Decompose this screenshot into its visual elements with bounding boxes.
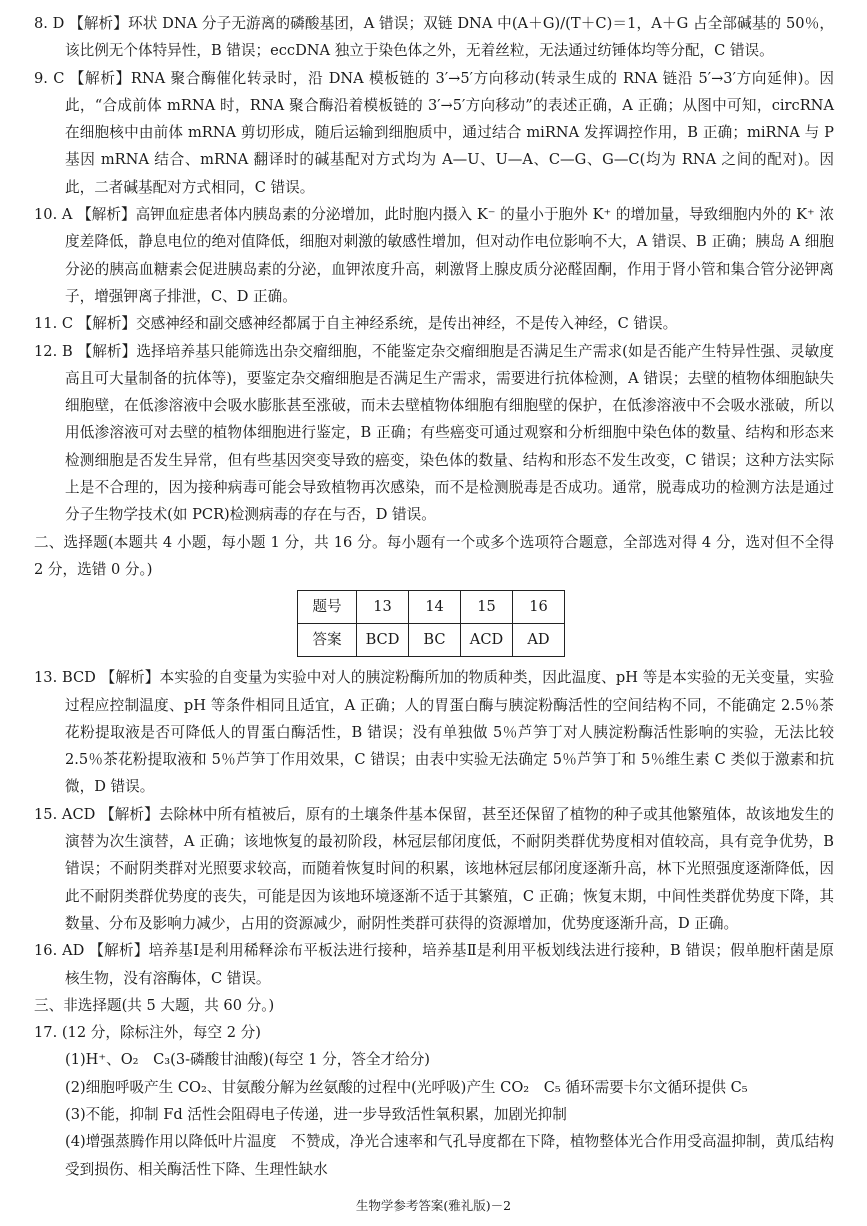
answer-q10: 10. A 【解析】高钾血症患者体内胰岛素的分泌增加，此时胞内摄入 K⁻ 的量小于胞外 K⁺ 的增加量，导致细胞内外的 K⁺ 浓度差降低，静息电位的绝对值降低，细胞对刺激的敏感性增加，但对动作电位影响不大，A 错误、B 正确；胰岛 A 细胞分泌的胰高血糖素会促进胰岛素的分泌，血钾浓度升高，刺激肾上腺皮质分泌醛固酮，作用于肾小管和集合管分泌钾离子，增强钾离子排泄，C、D 正确。 — [34, 206, 834, 305]
answer-q17-part3: (3)不能，抑制 Fd 活性会阻碍电子传递，进一步导致活性氧积累，加剧光抑制 — [65, 1105, 567, 1123]
answer-q16: 16. AD 【解析】培养基Ⅰ是利用稀释涂布平板法进行接种，培养基Ⅱ是利用平板划线法进行接种，B 错误；假单胞杆菌是原核生物，没有溶酶体，C 错误。 — [34, 942, 834, 987]
answer-q9: 9. C 【解析】RNA 聚合酶催化转录时，沿 DNA 模板链的 3′→5′方向移动(转录生成的 RNA 链沿 5′→3′方向延伸)。因此，“合成前体 mRNA 时，RNA 聚合酶沿着模板链的 3′→5′方向移动”的表述正确，A 正确；从图中可知，circRNA 在细胞核中由前体 mRNA 剪切形成，随后运输到细胞质中，通过结合 miRNA 发挥调控作用，B 正确；miRNA 与 P 基因 mRNA 结合、mRNA 翻译时的碱基配对方式均为 A—U、U—A、C—G、G—C(均为 RNA 之间的配对)。因此，二者碱基配对方式相同，C 错误。 — [34, 69, 834, 196]
table-cell: BCD — [357, 624, 409, 657]
answer-q15: 15. ACD 【解析】去除林中所有植被后，原有的土壤条件基本保留，甚至还保留了植物的种子或其他繁殖体，故该地发生的演替为次生演替，A 正确；该地恢复的最初阶段，林冠层郁闭度低，不耐阴类群优势度相对值较高，具有竞争优势，B 错误；不耐阴类群对光照要求较高，而随着恢复时间的积累，该地林冠层郁闭度逐渐升高，林下光照强度逐渐降低，因此不耐阴类群优势度的丧失，可能是因为该地环境逐渐不适于其繁殖，C 正确；恢复末期，中间性类群优势度下降，其数量、分布及影响力减少，占用的资源减少，耐阴性类群可获得的资源增加，优势度逐渐升高，D 正确。 — [34, 805, 834, 932]
answer-q12: 12. B 【解析】选择培养基只能筛选出杂交瘤细胞，不能鉴定杂交瘤细胞是否满足生产需求(如是否能产生特异性强、灵敏度高且可大量制备的抗体等)，要鉴定杂交瘤细胞是否满足生产需求，需要进行抗体检测，A 错误；去壁的植物体细胞缺失细胞壁，在低渗溶液中会吸水膨胀甚至涨破，而未去壁植物体细胞有细胞壁的保护，在低渗溶液中不会吸水涨破，所以用低渗溶液可对去壁的植物体细胞进行鉴定，B 正确；有些癌变可通过观察和分析细胞中染色体的数量、结构和形态来检测细胞是否发生异常，但有些基因突变导致的癌变，染色体的数量、结构和形态不发生改变，C 错误；这种方法实际上是不合理的，因为接种病毒可能会导致植物再次感染，而不是检测脱毒是否成功。通常，脱毒成功的检测方法是通过分子生物学技术(如 PCR)检测病毒的存在与否，D 错误。 — [34, 342, 834, 524]
answer-q17: 17. (12 分，除标注外，每空 2 分) — [34, 1024, 261, 1042]
answer-content — [34, 10, 834, 1183]
answer-q17-part2: (2)细胞呼吸产生 CO₂、甘氨酸分解为丝氨酸的过程中(光呼吸)产生 CO₂ C₅ 循环需要卡尔文循环提供 C₅ — [65, 1078, 748, 1096]
answer-q17-part1: (1)H⁺、O₂ C₃(3-磷酸甘油酸)(每空 1 分，答全才给分) — [65, 1051, 430, 1069]
table-cell: ACD — [461, 624, 513, 657]
page-footer: 生物学参考答案(雅礼版)－2 — [355, 1198, 512, 1213]
table-cell: BC — [409, 624, 461, 657]
table-cell: AD — [513, 624, 565, 657]
answer-q8: 8. D 【解析】环状 DNA 分子无游离的磷酸基团，A 错误；双链 DNA 中(A＋G)/(T＋C)＝1，A＋G 占全部碱基的 50％，该比例无个体特异性，B 错误；eccDNA 独立于染色体之外，无着丝粒，无法通过纺锤体均等分配，C 错误。 — [34, 15, 834, 60]
answer-q11: 11. C 【解析】交感神经和副交感神经都属于自主神经系统，是传出神经，不是传入神经，C 错误。 — [34, 315, 678, 333]
table-cell: 15 — [461, 591, 513, 624]
table-header-answer: 答案 — [298, 624, 357, 657]
table-cell: 14 — [409, 591, 461, 624]
answer-q13: 13. BCD 【解析】本实验的自变量为实验中对人的胰淀粉酶所加的物质种类，因此温度、pH 等是本实验的无关变量，实验过程应控制温度、pH 等条件相同且适宜，A 正确；人的胃蛋白酶与胰淀粉酶活性的空间结构不同，不能确定 2.5％茶花粉提取液是否可降低人的胃蛋白酶活性，B 错误；没有单独做 5％芦笋丁对人胰淀粉酶活性影响的实验，无法比较 2.5％茶花粉提取液和 5％芦笋丁作用效果，C 错误；由表中实验无法确定 5％芦笋丁和 5％维生素 C 类似于激素和抗微，D 错误。 — [34, 669, 834, 796]
answer-q17-part4: (4)增强蒸腾作用以降低叶片温度 不赞成，净光合速率和气孔导度都在下降，植物整体光合作用受高温抑制，黄瓜结构受到损伤、相关酶活性下降、生理性缺水 — [65, 1133, 834, 1178]
table-header-question: 题号 — [298, 591, 357, 624]
answer-table — [297, 590, 565, 657]
table-row — [298, 624, 565, 657]
table-cell: 13 — [357, 591, 409, 624]
section-two-heading: 二、选择题(本题共 4 小题，每小题 1 分，共 16 分。每小题有一个或多个选项符合题意，全部选对得 4 分，选对但不全得 2 分，选错 0 分。) — [34, 533, 834, 578]
section-three-heading: 三、非选择题(共 5 大题，共 60 分。) — [34, 996, 275, 1014]
table-cell: 16 — [513, 591, 565, 624]
table-row — [298, 591, 565, 624]
